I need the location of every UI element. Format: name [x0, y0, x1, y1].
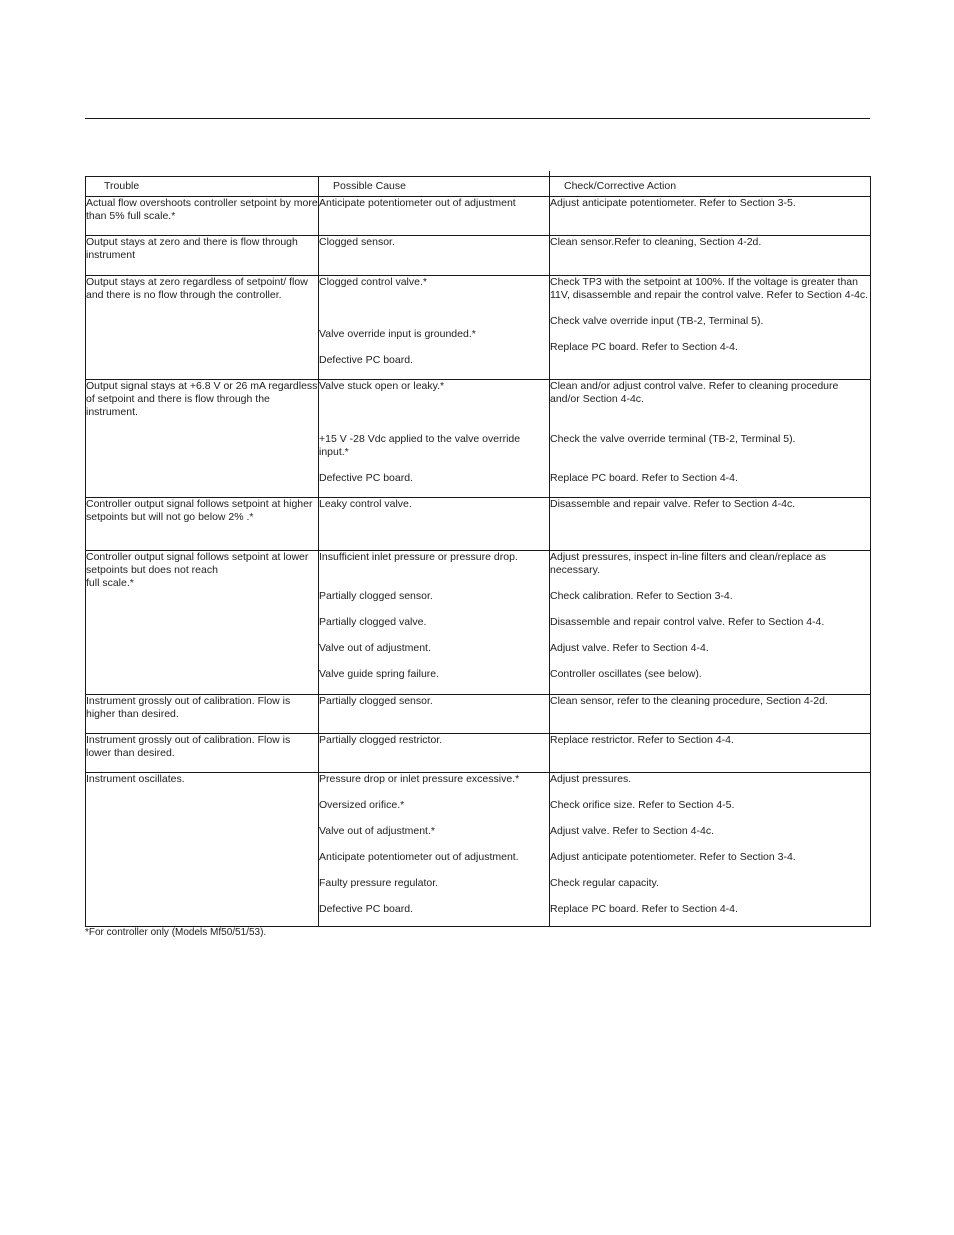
cause-cell — [319, 734, 550, 773]
cause-entry: Partially clogged sensor. — [319, 590, 433, 602]
cause-cell — [319, 773, 550, 927]
cause-cell — [319, 197, 550, 236]
action-entry: Clean and/or adjust control valve. Refer to cleaning procedure and/or Section 4-4c. — [550, 380, 839, 405]
cause-entry: Insufficient inlet pressure or pressure drop. — [319, 551, 518, 563]
cause-entry: Leaky control valve. — [319, 498, 412, 510]
footnote: *For controller only (Models Mf50/51/53). — [85, 927, 267, 938]
trouble-line: Controller output signal follows setpoint at lower setpoints but does not reach — [86, 551, 309, 576]
top-rule — [85, 118, 870, 119]
cause-cell — [319, 551, 550, 695]
action-entry: Controller oscillates (see below). — [550, 668, 702, 680]
cause-entry: Clogged sensor. — [319, 236, 395, 248]
action-entry: Adjust pressures. — [550, 773, 632, 785]
action-entry: Clean sensor, refer to the cleaning procedure, Section 4-2d. — [550, 695, 828, 707]
action-entry: Check regular capacity. — [550, 877, 659, 889]
trouble-cell: Output stays at zero and there is flow through instrument — [86, 236, 319, 276]
action-cell — [550, 498, 871, 551]
cause-entry: Valve out of adjustment.* — [319, 825, 435, 837]
table-row — [86, 276, 871, 380]
cause-entry: Valve override input is grounded.* — [319, 328, 476, 340]
cause-entry: Valve guide spring failure. — [319, 668, 440, 680]
action-entry: Disassemble and repair valve. Refer to Section 4-4c. — [550, 498, 796, 510]
action-entry: Clean sensor.Refer to cleaning, Section 4-2d. — [550, 236, 762, 248]
table-row — [86, 236, 871, 276]
cause-entry: Defective PC board. — [319, 472, 413, 484]
cause-entry: Valve out of adjustment. — [319, 642, 431, 654]
cause-entry: Partially clogged restrictor. — [319, 734, 443, 746]
header-corrective-action: Check/Corrective Action — [550, 177, 871, 197]
cause-cell — [319, 276, 550, 380]
cause-entry: Defective PC board. — [319, 354, 413, 366]
trouble-line: full scale.* — [86, 577, 134, 589]
action-entry: Check calibration. Refer to Section 3-4. — [550, 590, 733, 602]
trouble-cell: Instrument oscillates. — [86, 773, 319, 927]
cause-entry: Pressure drop or inlet pressure excessive.* — [319, 773, 520, 785]
action-entry: Replace PC board. Refer to Section 4-4. — [550, 341, 738, 353]
action-entry: Check valve override input (TB-2, Terminal 5). — [550, 315, 764, 327]
header-trouble: Trouble — [86, 177, 319, 197]
action-entry: Replace restrictor. Refer to Section 4-4. — [550, 734, 734, 746]
action-entry: Replace PC board. Refer to Section 4-4. — [550, 903, 738, 915]
action-entry: Check the valve override terminal (TB-2, Terminal 5). — [550, 433, 796, 445]
cause-entry: +15 V -28 Vdc applied to the valve override input.* — [319, 433, 521, 458]
cause-cell — [319, 236, 550, 276]
cause-entry: Valve stuck open or leaky.* — [319, 380, 445, 392]
action-entry: Adjust pressures, inspect in-line filters and clean/replace as necessary. — [550, 551, 827, 576]
action-cell — [550, 734, 871, 773]
table-row — [86, 380, 871, 498]
troubleshooting-table — [85, 176, 871, 927]
table-row — [86, 197, 871, 236]
table-row — [86, 695, 871, 734]
action-cell — [550, 551, 871, 695]
cause-entry: Partially clogged sensor. — [319, 695, 433, 707]
action-entry: Disassemble and repair control valve. Refer to Section 4-4. — [550, 616, 825, 628]
action-entry: Adjust valve. Refer to Section 4-4c. — [550, 825, 714, 837]
cause-cell — [319, 695, 550, 734]
action-entry: Adjust valve. Refer to Section 4-4. — [550, 642, 709, 654]
action-cell — [550, 380, 871, 498]
action-entry: Check orifice size. Refer to Section 4-5. — [550, 799, 735, 811]
action-cell — [550, 695, 871, 734]
table-row — [86, 734, 871, 773]
table-header-row — [86, 177, 871, 197]
cause-entry: Oversized orifice.* — [319, 799, 405, 811]
trouble-cell: Actual flow overshoots controller setpoint by more than 5% full scale.* — [86, 197, 319, 236]
cause-entry: Partially clogged valve. — [319, 616, 427, 628]
cause-entry: Anticipate potentiometer out of adjustment. — [319, 851, 519, 863]
header-possible-cause: Possible Cause — [319, 177, 550, 197]
trouble-cell: Controller output signal follows setpoint at higher setpoints but will not go below 2% .* — [86, 498, 319, 551]
trouble-cell: Output stays at zero regardless of setpoint/ flow and there is no flow through the controller. — [86, 276, 319, 380]
table-row — [86, 498, 871, 551]
action-cell — [550, 197, 871, 236]
action-entry: Check TP3 with the setpoint at 100%. If the voltage is greater than 11V, disassemble and repair the control valve. Refer to Section 4-4c. — [550, 276, 869, 301]
cause-cell — [319, 380, 550, 498]
action-cell — [550, 236, 871, 276]
cause-entry: Faulty pressure regulator. — [319, 877, 439, 889]
trouble-cell: Instrument grossly out of calibration. Flow is higher than desired. — [86, 695, 319, 734]
table-row — [86, 773, 871, 927]
trouble-cell: Instrument grossly out of calibration. Flow is lower than desired. — [86, 734, 319, 773]
table-row — [86, 551, 871, 695]
trouble-cell: Output signal stays at +6.8 V or 26 mA regardless of setpoint and there is flow through the instrument. — [86, 380, 319, 498]
cause-entry: Anticipate potentiometer out of adjustment — [319, 197, 516, 209]
action-entry: Adjust anticipate potentiometer. Refer to Section 3-5. — [550, 197, 796, 209]
cause-cell — [319, 498, 550, 551]
cause-entry: Clogged control valve.* — [319, 276, 427, 288]
action-entry: Replace PC board. Refer to Section 4-4. — [550, 472, 738, 484]
action-entry: Adjust anticipate potentiometer. Refer to Section 3-4. — [550, 851, 796, 863]
action-cell — [550, 773, 871, 927]
cause-entry: Defective PC board. — [319, 903, 413, 915]
action-cell — [550, 276, 871, 380]
trouble-cell — [86, 551, 319, 695]
